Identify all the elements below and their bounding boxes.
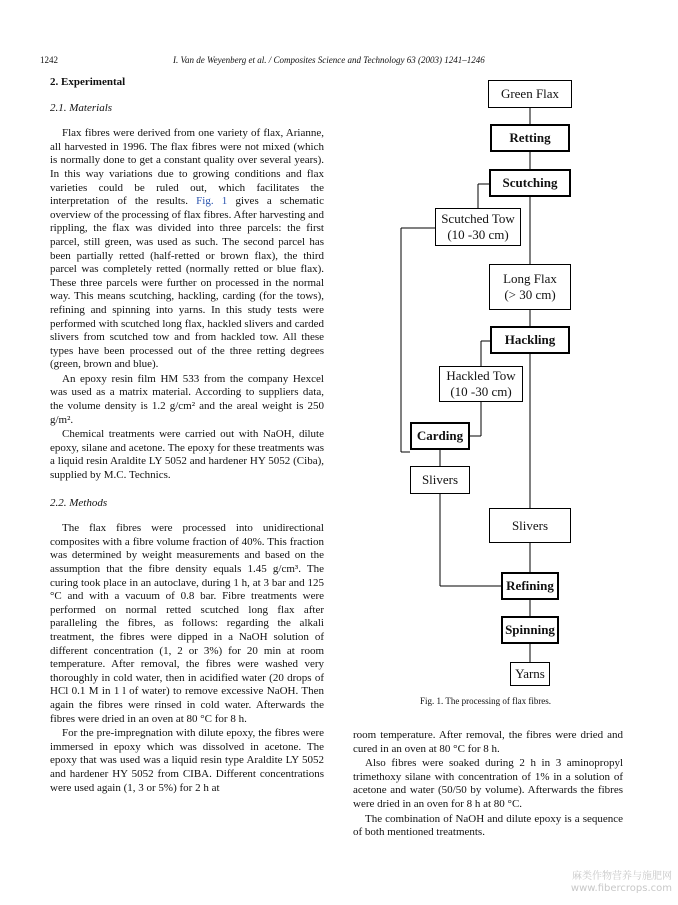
hackled-tow-box: [439, 366, 523, 402]
materials-subtitle: 2.1. Materials: [50, 101, 113, 114]
methods-subtitle: 2.2. Methods: [50, 496, 108, 509]
watermark-url: www.fibercrops.com: [570, 883, 672, 894]
carding-box: Carding: [410, 422, 470, 450]
green-flax-box: Green Flax: [488, 80, 572, 108]
slivers-right-box: Slivers: [489, 508, 571, 543]
paragraph-text: gives a schematic overview of the processing of flax fibres. After harvesting and rippling, the flax was divided into three parcels: the first parcel, still green, was used as such. The second parcel has been partially retted (half-retted or brown flax), the third parcel was completely retted (normally retted or blue flax). These three parcels were further on processed in the normal way. This means scutching, hackling, carding (for the tows), refining and spinning into yarns. In this study tests were performed with scutched long flax, hackled slivers and carded slivers from scutched tow and from hackled tow. All these types have been processed out of the three retting degrees (green, brown and blue).: [50, 195, 324, 371]
scutching-box: Scutching: [489, 169, 571, 197]
box-label: Scutched Tow: [441, 211, 515, 226]
box-label: (10 -30 cm): [447, 227, 509, 242]
hackling-box: Hackling: [490, 326, 570, 354]
paragraph-text: Flax fibres were derived from one variety of flax, Arianne, all harvested in 1996. The flax fibres were not mixed (which is normally done to get a constant quality over several years). In this way variations due to growing conditions and flax varieties could be ruled out, which facilitates the interpretation of the results.: [50, 127, 324, 208]
paragraph-methods-2: For the pre-impregnation with dilute epoxy, the fibres were immersed in epoxy which was dissolved in acetone. The epoxy that was used was a liquid resin type Araldite LY 5052 and hardener HY 5052 from CIBA. Different concentrations were used again (1, 3 or 5%) for 2 h at: [50, 727, 324, 794]
paragraph-materials-3: Chemical treatments were carried out with NaOH, dilute epoxy, silane and acetone. The epoxy for these treatments was a liquid resin Araldite LY 5052 and hardener HY 5052 (Ciba), supplied by M.C. Technics.: [50, 428, 324, 482]
paragraph-right-3: The combination of NaOH and dilute epoxy is a sequence of both mentioned treatments.: [353, 812, 623, 839]
box-label: Hackled Tow: [446, 368, 516, 383]
section-title: 2. Experimental: [50, 76, 126, 88]
paragraph-methods-1: The flax fibres were processed into unidirectional composites with a fibre volume fraction of 40%. This fraction was determined by weight measurements and based on the assumption that the fibre density equals 1.45 g/cm³. The curing took place in an autoclave, during 1 h, at 3 bar and 125 °C and with a vacuum of 0.8 bar. Fibre treatments were performed on normal retted scutched long flax after paralleling the fibres, as follows: regarding the alkali treatment, the fibres were dipped in a NaOH solution of different concentration (1, 2 or 3%) for 20 min at room temperature. After removal, the fibres were washed very thoroughly in cold water, then in acidified water (20 drops of HCl 0.1 M in 1 l of water) to remove excessive NaOH. Then again the fibres were rinsed in cold water. Afterwards the fibres were dried in an oven at 80 °C for 8 h.: [50, 522, 324, 725]
paragraph-materials-2: An epoxy resin film HM 533 from the company Hexcel was used as a matrix material. According to suppliers data, the volume density is 1.2 g/cm² and the areal weight is 250 g/m².: [50, 372, 324, 426]
box-label: (> 30 cm): [504, 287, 556, 302]
refining-box: Refining: [501, 572, 559, 600]
watermark-text: 麻类作物营养与施肥网: [572, 871, 672, 882]
site-watermark: [571, 871, 672, 895]
paragraph-right-2: Also fibres were soaked during 2 h in 3 aminopropyl trimethoxy silane with concentration of 1% in a solution of acetone and water (50/50 by volume). Afterwards the fibres were dried in an oven for 8 h at 80 °C.: [353, 757, 623, 810]
page-number: 1242: [40, 55, 58, 65]
box-label: Long Flax: [503, 271, 557, 286]
box-label: (10 -30 cm): [450, 384, 512, 399]
scutched-tow-box: [435, 208, 521, 246]
retting-box: Retting: [490, 124, 570, 152]
right-column: [353, 729, 623, 840]
figure-reference-link[interactable]: Fig. 1: [196, 195, 228, 208]
figure-caption: Fig. 1. The processing of flax fibres.: [420, 696, 552, 706]
spinning-box: Spinning: [501, 616, 559, 644]
yarns-box: Yarns: [510, 662, 550, 686]
paragraph-right-1: room temperature. After removal, the fibres were dried and cured in an oven at 80 °C for 8 h.: [353, 729, 623, 755]
slivers-left-box: Slivers: [410, 466, 470, 494]
journal-citation: I. Van de Weyenberg et al. / Composites Science and Technology 63 (2003) 1241–1246: [173, 55, 485, 65]
long-flax-box: [489, 264, 571, 310]
